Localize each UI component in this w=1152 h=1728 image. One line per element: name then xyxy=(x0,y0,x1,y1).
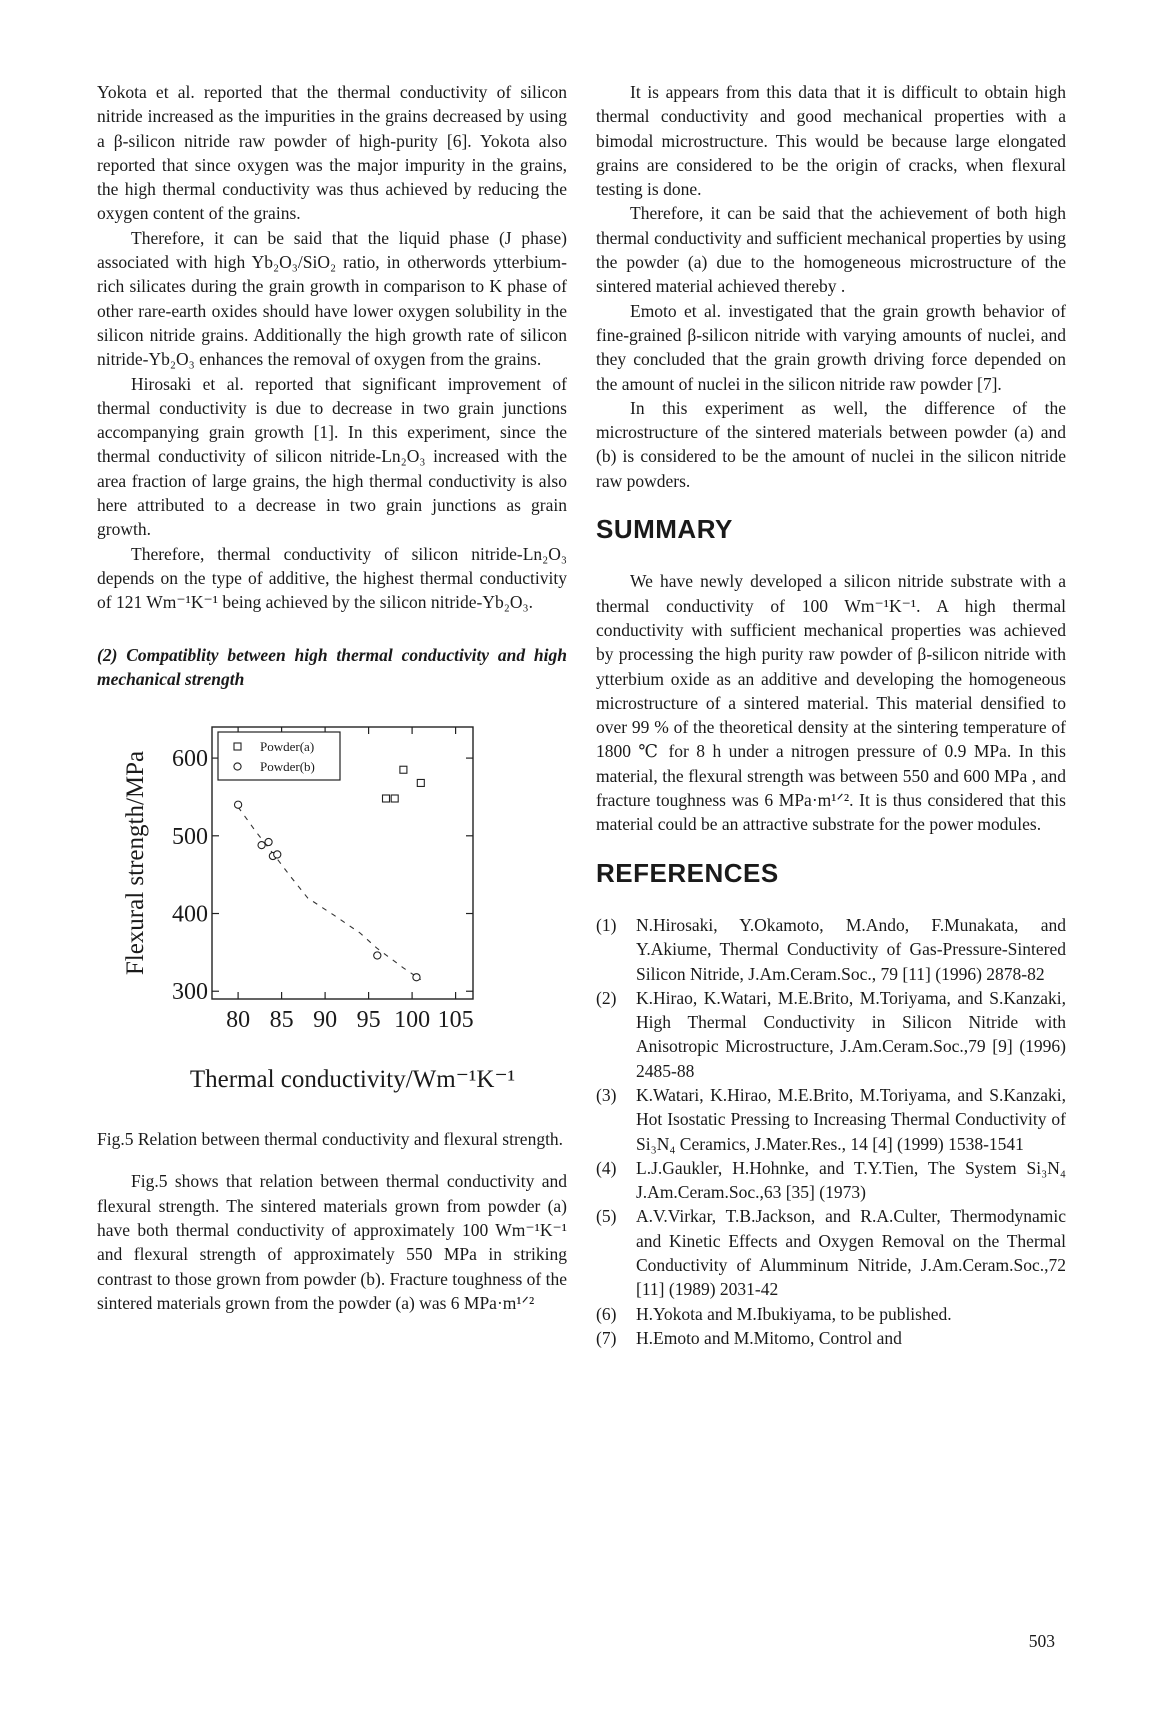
reference-item xyxy=(596,1302,1066,1326)
reference-item xyxy=(596,913,1066,986)
page-number: 503 xyxy=(1028,1631,1055,1651)
right-column xyxy=(596,80,1066,1350)
flexural-strength-chart xyxy=(97,719,567,1117)
y-tick-label: 600 xyxy=(172,746,208,773)
data-point-powder-b xyxy=(265,839,272,846)
reference-number: (6) xyxy=(596,1303,617,1324)
data-point-powder-b xyxy=(413,974,420,981)
reference-item xyxy=(596,1156,1066,1205)
summary-paragraph: We have newly developed a silicon nitride substrate with a thermal conductivity of 100 Wm⁻¹K⁻¹. A high thermal conductivity with sufficient mechanical properties was achieved by processing the high purity raw powder of β-silicon nitride with ytterbium oxide as an additive and developing the homogeneous microstructure of a sintered material. This material densified to over 99 % of the theoretical density at the sintering temperature of 1800 ℃ for 8 h under a nitrogen pressure of 0.9 MPa. In this material, the flexural strength was between 550 and 600 MPa , and fracture toughness was 6 MPa·m¹ᐟ². It is thus considered that this material could be an attractive substrate for the power modules. xyxy=(596,571,1066,835)
data-point-powder-b xyxy=(258,842,265,849)
y-tick-label: 300 xyxy=(172,979,208,1006)
reference-item xyxy=(596,986,1066,1083)
figure-5 xyxy=(97,719,567,1117)
reference-number: (3) xyxy=(596,1084,617,1105)
paragraph-achievement: Therefore, it can be said that the achievement of both high thermal conductivity and sufficient mechanical properties by using the powder (a) due to the homogeneous microstructure of the sintered material achieved thereby . xyxy=(596,203,1066,297)
x-tick-label: 80 xyxy=(226,1007,251,1034)
paragraph-nuclei: In this experiment as well, the difference of the microstructure of the sintered materials between powder (a) and (b) is considered to be the amount of nuclei in the silicon nitride raw powders. xyxy=(596,397,1066,491)
paragraph-hirosaki: Hirosaki et al. reported that significant improvement of thermal conductivity is due to decrease in two grain junctions accompanying grain growth [1]. In this experiment, since the thermal conductivity of silicon nitride-Ln₂O₃ increased with the area fraction of large grains, the high thermal conductivity is also here attributed to a decrease in two grain junctions as grain growth. xyxy=(97,373,567,540)
data-point-powder-a xyxy=(417,780,424,787)
data-point-powder-a xyxy=(391,795,398,802)
x-tick-label: 90 xyxy=(313,1007,338,1034)
subheading-compatibility: (2) Compatiblity between high thermal conductivity and high mechanical strength xyxy=(97,644,567,689)
x-axis-label: Thermal conductivity/Wm⁻¹K⁻¹ xyxy=(189,1066,516,1094)
chart-legend xyxy=(218,732,340,780)
legend-marker-square xyxy=(234,743,241,750)
reference-text: N.Hirosaki, Y.Okamoto, M.Ando, F.Munakata, and Y.Akiume, Thermal Conductivity of Gas-Pressure-Sintered Silicon Nitride, J.Am.Ceram.Soc., 79 [11] (1996) 2878-82 xyxy=(636,914,1066,984)
reference-text: L.J.Gaukler, H.Hohnke, and T.Y.Tien, The System Si₃N₄ J.Am.Ceram.Soc.,63 [35] (1973) xyxy=(636,1157,1066,1203)
reference-number: (4) xyxy=(596,1157,617,1178)
paragraph-bimodal: It is appears from this data that it is difficult to obtain high thermal conductivity and good mechanical properties with a bimodal microstructure. This would be because large elongated grains are considered to be the origin of cracks, when flexural testing is done. xyxy=(596,82,1066,200)
reference-number: (1) xyxy=(596,914,617,935)
paragraph-additive: Therefore, thermal conductivity of silicon nitride-Ln₂O₃ depends on the type of additive, the highest thermal conductivity of 121 Wm⁻¹K⁻¹ being achieved by the silicon nitride-Yb₂O₃. xyxy=(97,543,567,613)
x-tick-label: 105 xyxy=(437,1007,474,1034)
figure-caption: Fig.5 Relation between thermal conductivity and flexural strength. xyxy=(97,1129,564,1150)
reference-text: K.Hirao, K.Watari, M.E.Brito, M.Toriyama, and S.Kanzaki, High Thermal Conductivity in Silicon Nitride with Anisotropic Microstructure, J.Am.Ceram.Soc.,79 [9] (1996) 2485-88 xyxy=(636,987,1066,1081)
reference-text: K.Watari, K.Hirao, M.E.Brito, M.Toriyama, and S.Kanzaki, Hot Isostatic Pressing to Increasing Thermal Conductivity of Si₃N₄ Ceramics, J.Mater.Res., 14 [4] (1999) 1538-1541 xyxy=(636,1084,1066,1154)
reference-item xyxy=(596,1083,1066,1156)
paragraph-fig5-discussion: Fig.5 shows that relation between thermal conductivity and flexural strength. The sintered materials grown from powder (a) have both thermal conductivity of approximately 100 Wm⁻¹K⁻¹ and flexural strength of approximately 550 MPa in striking contrast to those grown from powder (b). Fracture toughness of the sintered materials grown from the powder (a) was 6 MPa·m¹ᐟ² xyxy=(97,1171,567,1313)
legend-label: Powder(b) xyxy=(260,759,315,775)
data-point-powder-b xyxy=(235,801,242,808)
reference-number: (2) xyxy=(596,987,617,1008)
reference-number: (7) xyxy=(596,1327,617,1348)
reference-text: H.Emoto and M.Mitomo, Control and xyxy=(636,1327,902,1348)
reference-text: H.Yokota and M.Ibukiyama, to be published. xyxy=(636,1303,952,1324)
data-point-powder-b xyxy=(374,952,381,959)
data-point-powder-a xyxy=(383,795,390,802)
data-point-powder-b xyxy=(274,851,281,858)
y-tick-label: 500 xyxy=(172,823,208,850)
paragraph-liquid-phase: Therefore, it can be said that the liquid phase (J phase) associated with high Yb₂O₃/SiO₂ ratio, in otherwords ytterbium-rich silicates during the grain growth in comparison to K phase of other rare-earth oxides should have lower oxygen solubility in the silicon nitride grains. Additionally the high growth rate of silicon nitride-Yb₂O₃ enhances the removal of oxygen from the grains. xyxy=(97,227,567,370)
reference-item xyxy=(596,1326,1066,1350)
y-tick-label: 400 xyxy=(172,901,208,928)
summary-heading: SUMMARY xyxy=(596,514,733,545)
chart-points xyxy=(235,766,425,981)
data-point-powder-a xyxy=(400,766,407,773)
x-tick-label: 95 xyxy=(356,1007,381,1034)
x-tick-label: 85 xyxy=(269,1007,294,1034)
chart-trend-line xyxy=(238,807,421,980)
legend-label: Powder(a) xyxy=(260,739,315,755)
left-column xyxy=(97,80,567,1315)
reference-item xyxy=(596,1204,1066,1301)
reference-text: A.V.Virkar, T.B.Jackson, and R.A.Culter, Thermodynamic and Kinetic Effects and Oxygen Removal on the Thermal Conductivity of Alumminum Nitride, J.Am.Ceram.Soc.,72 [11] (1989) 2031-42 xyxy=(636,1206,1066,1300)
x-tick-label: 100 xyxy=(394,1007,431,1034)
paragraph-emoto: Emoto et al. investigated that the grain growth behavior of fine-grained β-silicon nitride with varying amounts of nuclei, and they concluded that the grain growth driving force depended on the amount of nuclei in the silicon nitride raw powder [7]. xyxy=(596,300,1066,394)
references-list xyxy=(596,913,1066,1350)
references-heading: REFERENCES xyxy=(596,857,779,888)
legend-marker-circle xyxy=(234,763,241,770)
reference-number: (5) xyxy=(596,1206,617,1227)
paragraph-yokota: Yokota et al. reported that the thermal conductivity of silicon nitride increased as the impurities in the grains decreased by using a β-silicon nitride raw powder of high-purity [6]. Yokota also reported that since oxygen was the major impurity in the grains, the high thermal conductivity was thus achieved by reducing the oxygen content of the grains. xyxy=(97,82,567,224)
trend-line xyxy=(238,807,421,980)
y-axis-label: Flexural strength/MPa xyxy=(122,750,149,976)
